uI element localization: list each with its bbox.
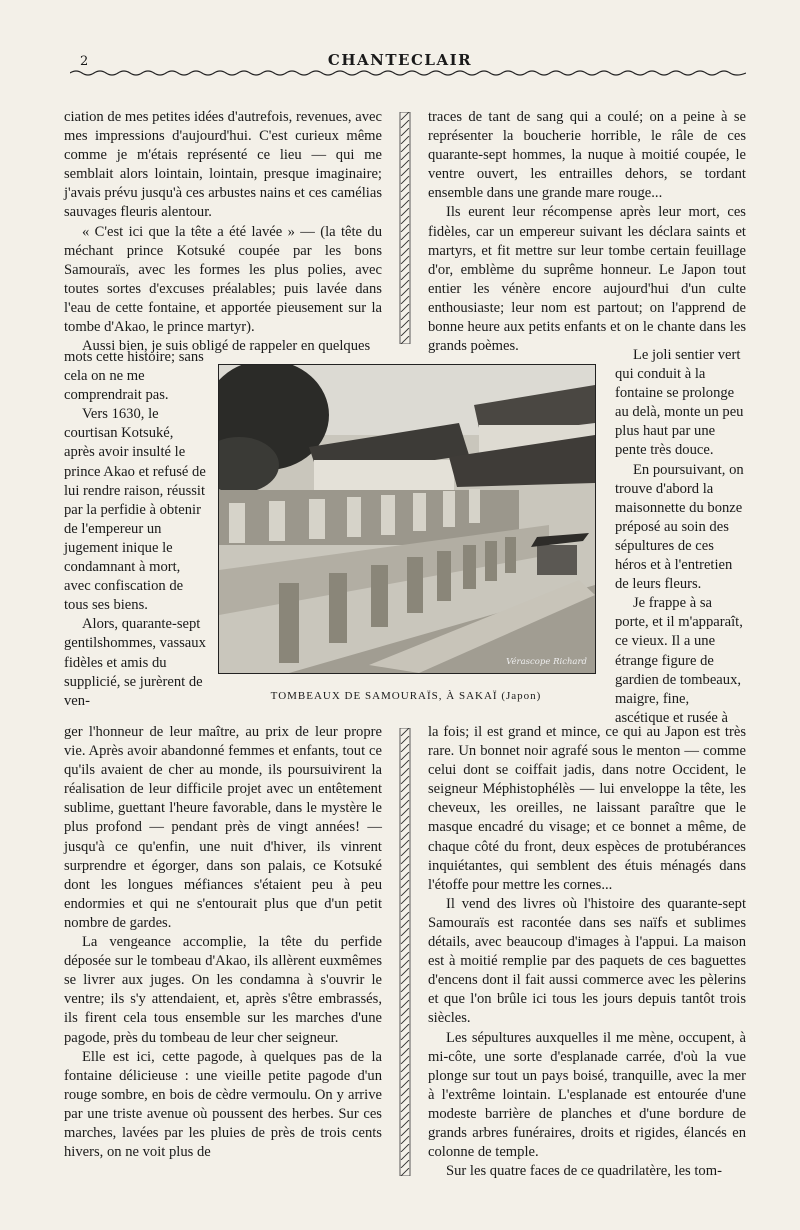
photo-image	[219, 365, 595, 673]
paragraph: Alors, quarante-sept gentilshommes, vassaux fidèles et amis du supplicié, se jurèrent de ven-	[64, 616, 206, 709]
paragraph: « C'est ici que la tête a été lavée » — (la tête du méchant prince Kotsuké coupée par les bons Samouraïs, avec les formes les plus polies, avec toutes sortes d'excuses préalables; puis lavée dans l'eau de cette fontaine, et apportée pieusement sur la tombe d'Akao, le prince martyr).	[64, 223, 382, 336]
right-column-bottom	[428, 723, 746, 1181]
column-divider-ornament	[399, 112, 411, 344]
paragraph: ger l'honneur de leur maître, au prix de leur propre vie. Après avoir abandonné femmes et enfants, tout ce qu'ils avaient de cher au monde, ils poursuivirent la réalisation de leur difficile projet avec un entêtement sublime, guettant l'heure favorable, dans le mystère le plus profond — pendant près de vingt années! — jusqu'à ce qu'enfin, une nuit d'hiver, ils vinrent surprendre et égorger, dans son palais, ce Kotsuké dont les longues méfiances s'étaient peu à peu endormies et qui ne s'entourait plus que d'un petit nombre de gardes.	[64, 724, 382, 931]
paragraph: Sur les quatre faces de ce quadrilatère, les tom-	[446, 1163, 722, 1180]
photo-samurai-tombs	[218, 364, 596, 674]
masthead: CHANTECLAIR	[327, 51, 473, 69]
paragraph: Je frappe à sa porte, et il m'apparaît, ce vieux. Il a une étrange figure de gardien de tombeaux, maigre, fine, ascétique et rusée à	[615, 595, 743, 726]
page-number: 2	[80, 54, 89, 69]
paragraph: ciation de mes petites idées d'autrefois, revenues, avec mes impressions d'aujourd'hui. C'est curieux même comme je m'étais représenté ce lieu — qui me semblait alors lointain, lointain, presque imaginaire; j'avais prévu jusqu'à ces arbustes nains et ces camélias sauvages fleuris alentour.	[64, 109, 382, 221]
right-column-top	[428, 108, 746, 356]
left-column-top	[64, 108, 382, 356]
right-column-wrap	[615, 346, 746, 728]
paragraph: En poursuivant, on trouve d'abord la maisonnette du bonze préposé au soin des sépultures de ces héros et à l'entretien de leurs fleurs.	[615, 461, 744, 593]
paragraph: Les sépultures auxquelles il me mène, occupent, à mi-côte, une sorte d'esplanade carrée, d'où la vue plonge sur tout un pays boisé, tranquille, avec la mer à l'extrême lointain. L'esplanade est entourée d'une modeste barrière de planches et d'une bordure de grands arbres funéraires, droits et rigides, élancés en colonne de temple.	[428, 1029, 746, 1161]
header-rule	[70, 68, 746, 78]
column-divider-ornament	[399, 728, 411, 1176]
paragraph: Le joli sentier vert qui conduit à la fontaine se prolonge au delà, monte un peu plus haut par une pente très douce.	[615, 347, 744, 459]
paragraph: La vengeance accomplie, la tête du perfide déposée sur le tombeau d'Akao, ils allèrent euxmêmes se livrer aux juges. On les condamna à s'ouvrir le ventre; ils s'y attendaient, et, après s'être embrassés, ils firent cela tous ensemble sur les marches d'une pagode, près du tombeau de leur cher seigneur.	[64, 934, 382, 1046]
photo-caption: TOMBEAUX DE SAMOURAÏS, À SAKAÏ (Japon)	[270, 690, 542, 702]
paragraph: Vers 1630, le courtisan Kotsuké, après avoir insulté le prince Akao et refusé de lui rendre raison, réussit par la perfidie à obtenir de l'empereur un jugement inique le condamnant à mort, avec confiscation de tous ses biens.	[64, 406, 206, 614]
photo-credit: Vérascope Richard	[506, 657, 587, 667]
left-column-wrap	[64, 348, 207, 711]
left-column-bottom	[64, 723, 382, 1162]
paragraph: Ils eurent leur récompense après leur mort, ces fidèles, car un empereur suivant les déclara saints et martyrs, et fit mettre sur leur tombe certain feuillage d'or, emblème du suprême honneur. Le Japon tout entier les vénère encore aujourd'hui d'un culte enthousiaste; leur nom est partout; on l'apprend de bonne heure aux petits enfants et on le chante dans les grands poèmes.	[428, 204, 746, 355]
paragraph: traces de tant de sang qui a coulé; on a peine à se représenter la boucherie horrible, le râle de ces quarante-sept hommes, la nuque à moitié coupée, le ventre ouvert, les entrailles dehors, se tordant ensemble dans une grande mare rouge...	[428, 109, 746, 202]
paragraph: la fois; il est grand et mince, ce qui au Japon est très rare. Un bonnet noir agrafé sous le menton — comme celui dont se coiffait jadis, dans notre Occident, le seigneur Méphistophélès — lui enveloppe la tête, les cheveux, les oreilles, ne laissant paraître que le masque encadré du visage; et ce bonnet a même, de chaque côté du front, deux espèces de protubérances inquiétantes, qui semblent des étuis ménagés dans l'étoffe pour mettre les cornes...	[428, 724, 746, 893]
paragraph: Il vend des livres où l'histoire des quarante-sept Samouraïs est racontée dans ses naïfs et sublimes détails, avec beaucoup d'images à l'appui. La maison est à moitié remplie par des paquets de ces baguettes d'encens dont il fait aussi commerce avec les pèlerins et que l'on brûle ici tous les jours depuis tantôt trois siècles.	[428, 895, 746, 1027]
paragraph: mots cette histoire; sans cela on ne me comprendrait pas.	[64, 349, 204, 404]
paragraph: Aussi bien, je suis obligé de rappeler en quelques	[82, 338, 371, 355]
paragraph: Elle est ici, cette pagode, à quelques pas de la fontaine délicieuse : une vieille petite pagode d'un rouge sombre, en bois de cèdre vermoulu. On y arrive par une triste avenue où poussent des herbes. Sur ces marches, lavées par les pluies de près de trois cents hivers, on ne voit plus de	[64, 1048, 382, 1161]
